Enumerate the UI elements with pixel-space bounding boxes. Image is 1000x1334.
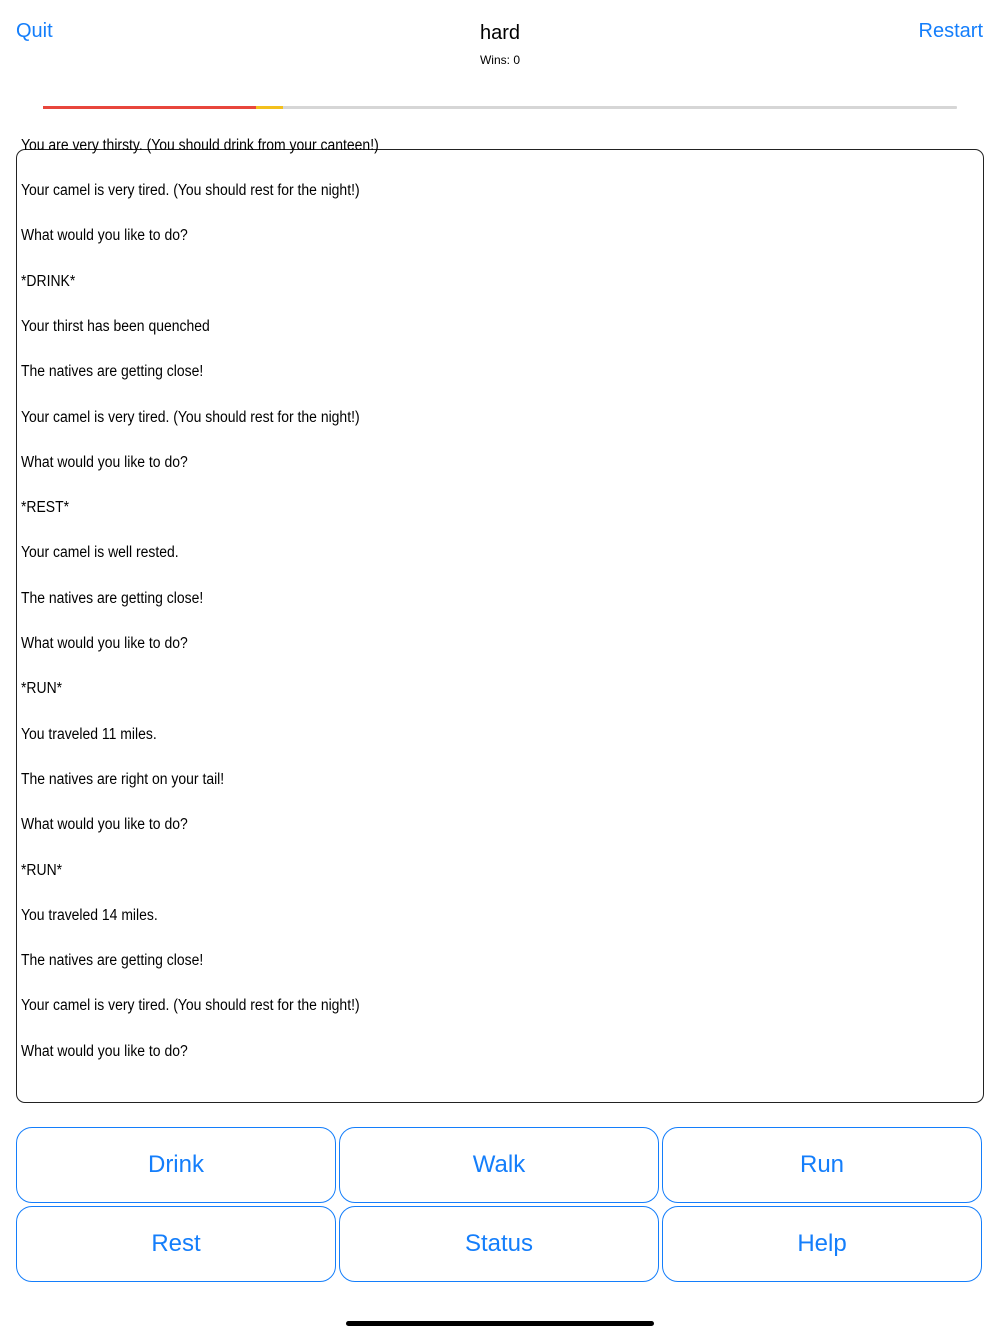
run-button[interactable]: Run xyxy=(662,1127,982,1203)
log-line: *REST* xyxy=(21,499,70,517)
log-line: Your camel is very tired. (You should rest for the night!) xyxy=(21,997,360,1015)
wins-counter: Wins: 0 xyxy=(479,53,520,67)
game-log[interactable] xyxy=(16,136,984,1103)
rest-button[interactable]: Rest xyxy=(16,1206,336,1282)
log-line: What would you like to do? xyxy=(21,635,188,653)
log-line: What would you like to do? xyxy=(21,1042,188,1060)
log-line: Your camel is well rested. xyxy=(21,544,179,562)
progress-bar xyxy=(43,106,957,109)
quit-button[interactable]: Quit xyxy=(16,20,53,42)
help-button[interactable]: Help xyxy=(662,1206,982,1282)
log-line: You traveled 14 miles. xyxy=(21,906,158,924)
log-line: What would you like to do? xyxy=(21,227,188,245)
log-line: What would you like to do? xyxy=(21,816,188,834)
log-line: *RUN* xyxy=(21,680,63,698)
walk-button[interactable]: Walk xyxy=(339,1127,659,1203)
log-line: You traveled 11 miles. xyxy=(21,725,157,743)
log-line: The natives are getting close! xyxy=(21,952,204,970)
home-indicator[interactable] xyxy=(346,1321,654,1326)
log-line: The natives are getting close! xyxy=(21,589,204,607)
log-line: *DRINK* xyxy=(21,272,76,290)
drink-button[interactable]: Drink xyxy=(16,1127,336,1203)
log-line: *RUN* xyxy=(21,861,63,879)
log-line: Your camel is very tired. (You should rest for the night!) xyxy=(21,408,360,426)
log-line: You are very thirsty. (You should drink from your canteen!) xyxy=(21,136,379,154)
log-line: Your camel is very tired. (You should rest for the night!) xyxy=(21,182,360,200)
log-line: The natives are right on your tail! xyxy=(21,770,225,788)
progress-player-marker xyxy=(256,106,283,109)
log-line: What would you like to do? xyxy=(21,453,188,471)
log-line: The natives are getting close! xyxy=(21,363,204,381)
status-button[interactable]: Status xyxy=(339,1206,659,1282)
difficulty-title: hard xyxy=(479,22,521,44)
game-log-lines xyxy=(21,123,979,1074)
progress-natives-fill xyxy=(43,106,256,109)
log-line: Your thirst has been quenched xyxy=(21,317,210,335)
restart-button[interactable]: Restart xyxy=(918,20,983,42)
